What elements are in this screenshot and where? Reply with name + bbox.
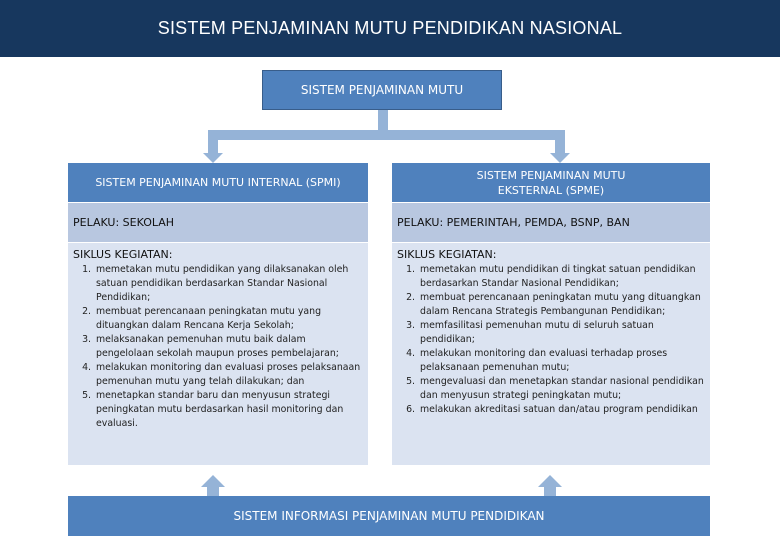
right-up-arrow <box>538 475 562 487</box>
right-arrow-shaft <box>555 135 565 155</box>
list-item: 5. menetapkan standar baru dan menyusun strategi peningkatan mutu berdasarkan hasil monitoring dan evaluasi. <box>94 389 362 431</box>
list-item: 2. membuat perencanaan peningkatan mutu yang dituangkan dalam Rencana Kerja Sekolah; <box>94 305 362 333</box>
list-item: 4. melakukan monitoring dan evaluasi proses pelaksanaan pemenuhan mutu yang telah dilakukan; dan <box>94 361 362 389</box>
right-down-arrow <box>550 153 570 163</box>
bottom-box-label: SISTEM INFORMASI PENJAMINAN MUTU PENDIDIKAN <box>233 509 545 523</box>
spmi-pelaku-row <box>68 202 368 242</box>
page-title: SISTEM PENJAMINAN MUTU PENDIDIKAN NASIONAL <box>157 18 623 38</box>
spme-pelaku: PELAKU: PEMERINTAH, PEMDA, BSNP, BAN <box>397 216 630 229</box>
left-up-arrow-shaft <box>207 486 219 496</box>
spme-header <box>392 163 710 202</box>
list-item: 1. memetakan mutu pendidikan di tingkat satuan pendidikan berdasarkan Standar Nasional Pendidikan; <box>418 263 706 291</box>
spmi-title: SISTEM PENJAMINAN MUTU INTERNAL (SPMI) <box>95 176 341 189</box>
list-item: 4. melakukan monitoring dan evaluasi terhadap proses pelaksanaan pemenuhan mutu; <box>418 347 706 375</box>
spmi-pelaku: PELAKU: SEKOLAH <box>73 216 175 229</box>
top-box-label: SISTEM PENJAMINAN MUTU <box>300 83 464 97</box>
spme-activity-list <box>396 263 706 417</box>
spme-pelaku-row <box>392 202 710 242</box>
spmi-activity-list <box>72 263 362 431</box>
list-item: 6. melakukan akreditasi satuan dan/atau program pendidikan <box>418 403 706 417</box>
list-item: 5. mengevaluasi dan menetapkan standar nasional pendidikan dan menyusun strategi peningkatan mutu; <box>418 375 706 403</box>
top-box <box>262 70 502 110</box>
list-item: 3. melaksanakan pemenuhan mutu baik dalam pengelolaan sekolah maupun proses pembelajaran; <box>94 333 362 361</box>
spmi-header <box>68 163 368 202</box>
list-item: 3. memfasilitasi pemenuhan mutu di seluruh satuan pendidikan; <box>418 319 706 347</box>
list-item: 2. membuat perencanaan peningkatan mutu yang dituangkan dalam Rencana Strategis Pembangunan Pendidikan; <box>418 291 706 319</box>
horizontal-connector <box>208 130 565 140</box>
list-item: 1. memetakan mutu pendidikan yang dilaksanakan oleh satuan pendidikan berdasarkan Standar Nasional Pendidikan; <box>94 263 362 305</box>
spme-title: SISTEM PENJAMINAN MUTU EKSTERNAL (SPME) <box>476 168 626 197</box>
right-up-arrow-shaft <box>544 486 556 496</box>
spmi-siklus-panel <box>68 242 368 465</box>
left-down-arrow <box>203 153 223 163</box>
spme-siklus-label: SIKLUS KEGIATAN: <box>397 248 497 261</box>
bottom-box <box>68 496 710 536</box>
left-up-arrow <box>201 475 225 487</box>
left-arrow-shaft <box>208 135 218 155</box>
spme-siklus-panel <box>392 242 710 465</box>
spmi-siklus-label: SIKLUS KEGIATAN: <box>73 248 173 261</box>
